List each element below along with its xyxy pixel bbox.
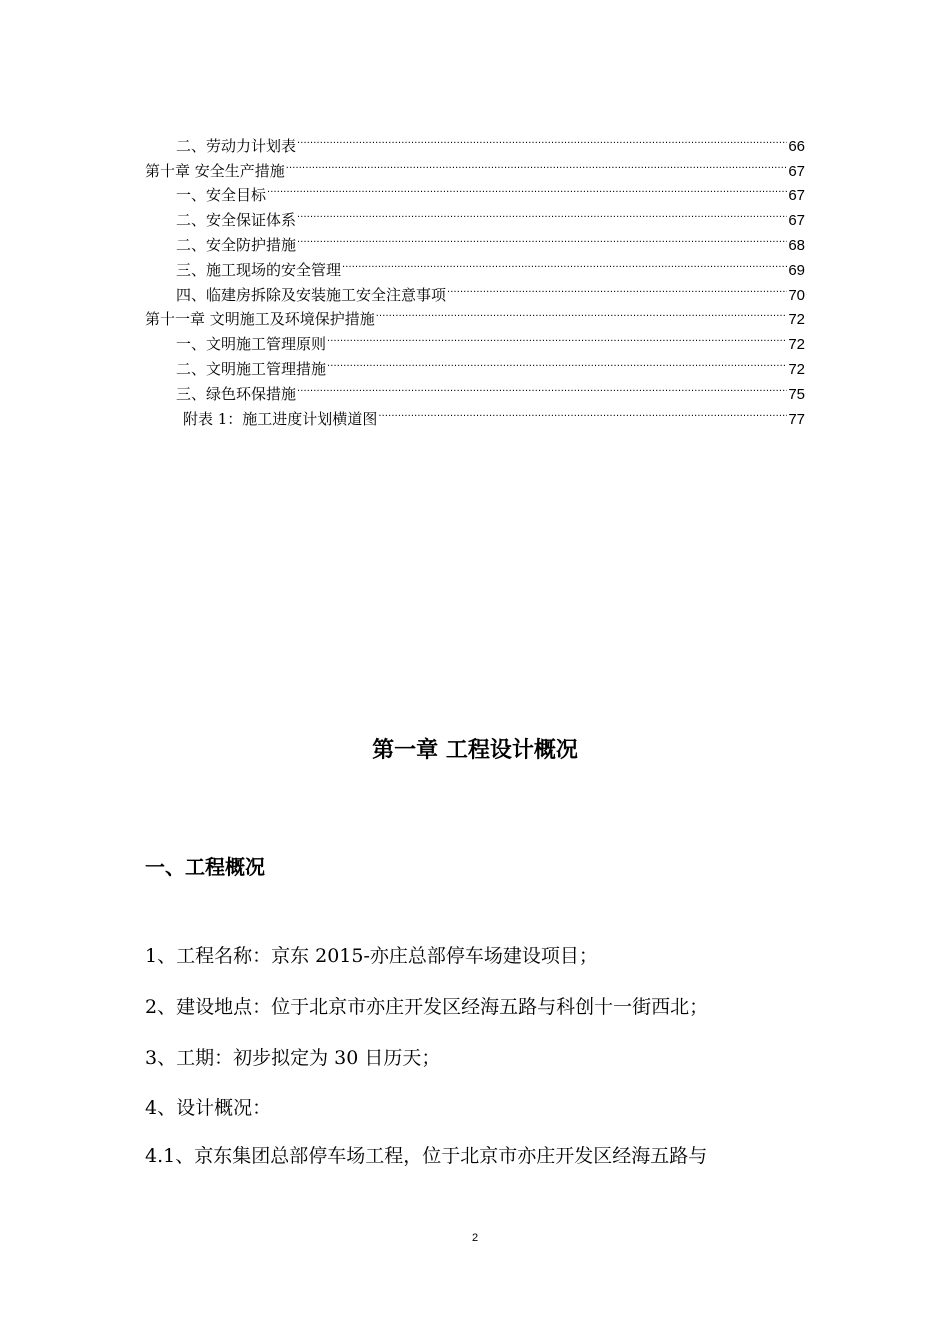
toc-leader-dots (327, 349, 787, 374)
toc-leader-dots (327, 324, 787, 349)
paragraph-location: 2、建设地点：位于北京市亦庄开发区经海五路与科创十一街西北； (145, 996, 709, 1018)
toc-leader-dots (342, 250, 787, 275)
toc-entry-title: 一、安全目标 (176, 186, 267, 205)
toc-entry-title: 第十一章 文明施工及环境保护措施 (145, 310, 375, 329)
toc-entry-page: 68 (788, 236, 805, 254)
paragraph-duration: 3、工期：初步拟定为 30 日历天； (145, 1047, 441, 1069)
paragraph-project-name: 1、工程名称：京东 2015-亦庄总部停车场建设项目； (145, 945, 598, 967)
toc-leader-dots (378, 399, 787, 424)
toc-entry-page: 75 (788, 385, 805, 403)
chapter-title: 第一章 工程设计概况 (372, 738, 578, 763)
toc-entry-title: 三、绿色环保措施 (176, 384, 297, 403)
toc-entry-title: 二、劳动力计划表 (176, 136, 297, 155)
toc-leader-dots (297, 126, 787, 151)
page-number: 2 (471, 1232, 479, 1244)
toc-entry-page: 77 (788, 410, 805, 428)
toc-leader-dots (297, 200, 787, 225)
toc-leader-dots (297, 225, 787, 250)
toc-entry[interactable] (145, 126, 805, 155)
toc-entry-title: 二、文明施工管理措施 (176, 359, 327, 378)
section-title: 一、工程概况 (145, 855, 265, 879)
toc-entry-page: 72 (788, 336, 805, 354)
toc-entry-title: 第十章 安全生产措施 (145, 161, 285, 180)
toc-entry-page: 67 (788, 162, 805, 180)
toc-leader-dots (286, 151, 788, 176)
toc-entry-page: 66 (788, 137, 805, 155)
toc-entry-page: 72 (788, 311, 805, 329)
toc-entry-title: 一、文明施工管理原则 (176, 335, 327, 354)
toc-entry-title: 三、施工现场的安全管理 (176, 260, 342, 279)
toc-entry-title: 附表 1：施工进度计划横道图 (183, 409, 378, 428)
toc-entry-title: 二、安全保证体系 (176, 211, 297, 230)
toc-leader-dots (447, 275, 787, 300)
toc-entry-page: 70 (788, 286, 805, 304)
toc-leader-dots (297, 374, 787, 399)
toc-entry-page: 69 (788, 261, 805, 279)
paragraph-design-detail: 4.1、京东集团总部停车场工程，位于北京市亦庄开发区经海五路与 (145, 1145, 708, 1167)
toc-entry-page: 72 (788, 360, 805, 378)
table-of-contents (145, 126, 805, 428)
paragraph-design-overview: 4、设计概况： (145, 1097, 272, 1119)
toc-leader-dots (267, 176, 787, 201)
toc-entry-title: 四、临建房拆除及安装施工安全注意事项 (176, 285, 447, 304)
toc-entry-page: 67 (788, 187, 805, 205)
toc-leader-dots (376, 300, 788, 325)
toc-entry-title: 二、安全防护措施 (176, 235, 297, 254)
toc-entry-page: 67 (788, 212, 805, 230)
